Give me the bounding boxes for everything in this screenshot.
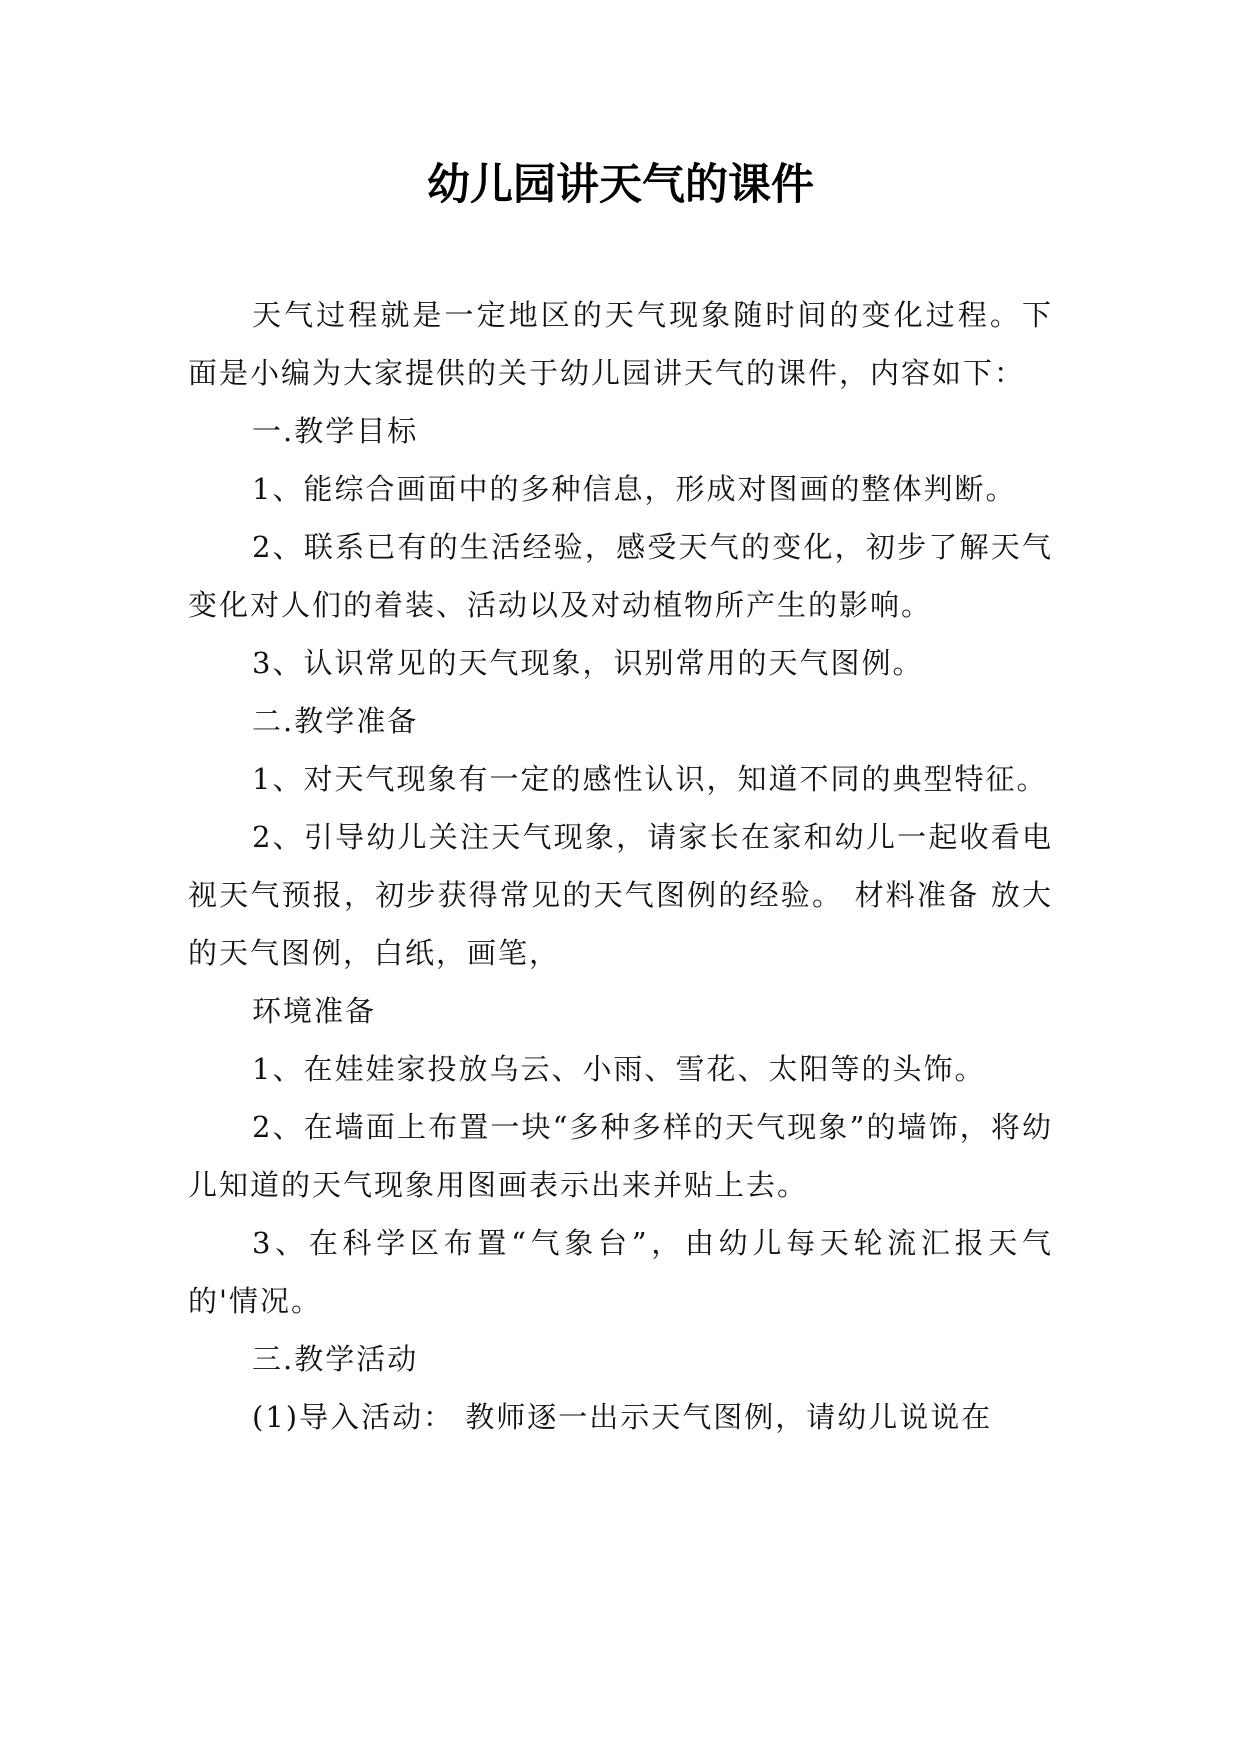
document-body bbox=[188, 286, 1053, 1446]
activity-item-1: (1)导入活动： 教师逐一出示天气图例，请幼儿说说在 bbox=[252, 1400, 993, 1434]
heading-environment-preparation: 环境准备 bbox=[252, 994, 377, 1028]
preparation-item-2: 2、引导幼儿关注天气现象，请家长在家和幼儿一起收看电视天气预报，初步获得常见的天气图例的经验。 材料准备 放大的天气图例，白纸，画笔， bbox=[188, 820, 1053, 970]
goal-item-3: 3、认识常见的天气现象，识别常用的天气图例。 bbox=[252, 646, 924, 680]
goal-item-1: 1、能综合画面中的多种信息，形成对图画的整体判断。 bbox=[252, 472, 1017, 506]
heading-teaching-activities: 三.教学活动 bbox=[252, 1342, 419, 1376]
heading-teaching-preparation: 二.教学准备 bbox=[252, 704, 419, 738]
goal-item-2: 2、联系已有的生活经验，感受天气的变化，初步了解天气变化对人们的着装、活动以及对动植物所产生的影响。 bbox=[188, 530, 1053, 622]
environment-item-2: 2、在墙面上布置一块“多种多样的天气现象”的墙饰，将幼儿知道的天气现象用图画表示出来并贴上去。 bbox=[188, 1110, 1053, 1202]
paragraph-intro: 天气过程就是一定地区的天气现象随时间的变化过程。下面是小编为大家提供的关于幼儿园讲天气的课件，内容如下： bbox=[188, 298, 1053, 390]
environment-item-3: 3、在科学区布置“气象台”，由幼儿每天轮流汇报天气的'情况。 bbox=[188, 1226, 1053, 1318]
document-title: 幼儿园讲天气的课件 bbox=[427, 160, 814, 210]
preparation-item-1: 1、对天气现象有一定的感性认识，知道不同的典型特征。 bbox=[252, 762, 1048, 796]
heading-teaching-goals: 一.教学目标 bbox=[252, 414, 419, 448]
environment-item-1: 1、在娃娃家投放乌云、小雨、雪花、太阳等的头饰。 bbox=[252, 1052, 986, 1086]
